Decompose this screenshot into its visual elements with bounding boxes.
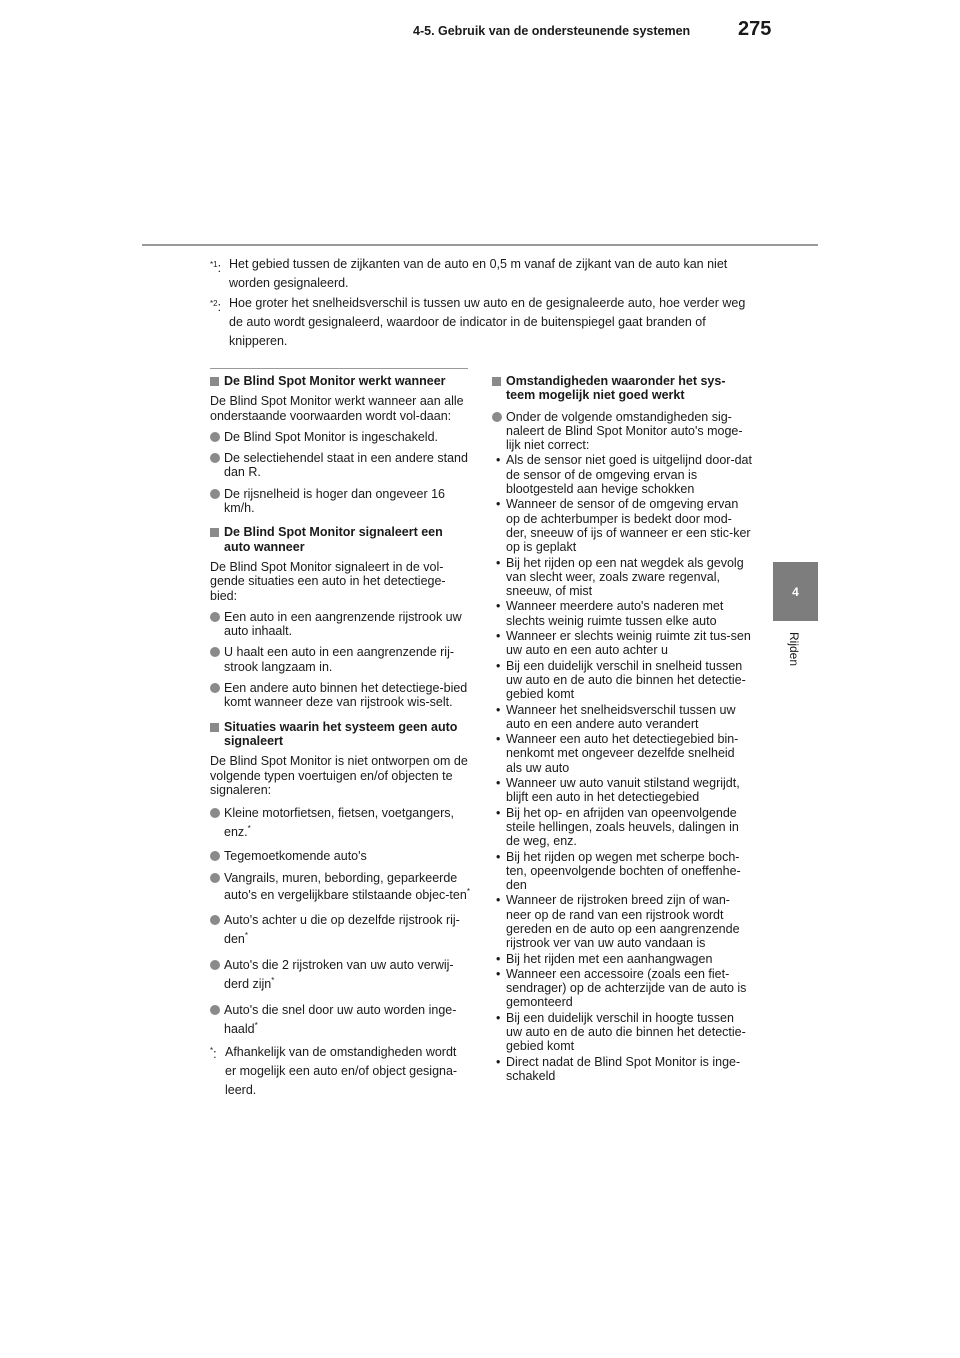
chapter-tab	[773, 562, 818, 621]
square-bullet-icon	[210, 377, 219, 386]
dash-item: • Wanneer de sensor of de omgeving ervan op de achterbumper is bedekt door mod-der, sneeuw of ijs of wanneer er een stic-ker op is geplakt	[496, 497, 751, 555]
dash-item: • Bij het rijden met een aanhangwagen	[496, 951, 713, 966]
section-heading: Situaties waarin het systeem geen auto signaleert	[210, 720, 470, 749]
dash-item: • Wanneer uw auto vanuit stilstand wegrijdt, blijft een auto in het detectiegebied	[496, 776, 740, 805]
dash-item: • Bij een duidelijk verschil in hoogte tussen uw auto en de auto die binnen het detectie-gebied komt	[496, 1010, 746, 1054]
square-bullet-icon	[210, 528, 219, 537]
left-column	[210, 371, 470, 1100]
circle-bullet-icon	[210, 851, 220, 861]
circle-bullet-icon	[210, 915, 220, 925]
list-item: Tegemoetkomende auto's	[210, 849, 470, 863]
dash-item: • Als de sensor niet goed is uitgelijnd door-dat de sensor of de omgeving ervan is blootgesteld aan hevige schokken	[496, 453, 752, 497]
list-item: Vangrails, muren, bebording, geparkeerde auto's en vergelijkbare stilstaande objec-ten*	[210, 870, 470, 904]
square-bullet-icon	[210, 723, 219, 732]
chapter-number: 4	[792, 584, 799, 599]
footnote: *: Afhankelijk van de omstandigheden wordt er mogelijk een auto en/of object gesigna-leerd.	[210, 1045, 458, 1098]
dash-item: • Wanneer meerdere auto's naderen met slechts weinig ruimte tussen elke auto	[496, 599, 724, 628]
intro-text: De Blind Spot Monitor signaleert in de vol-gende situaties een auto in het detectiege-bied:	[210, 559, 446, 603]
page-number: 275	[738, 18, 772, 40]
circle-bullet-icon	[210, 1005, 220, 1015]
footnote-mark: $^{*2}$:	[210, 299, 222, 315]
column-rule	[210, 368, 468, 369]
footnote-2	[210, 294, 750, 351]
circle-bullet-icon	[210, 873, 220, 883]
dash-item: • Direct nadat de Blind Spot Monitor is inge-schakeld	[496, 1054, 741, 1083]
footnote-mark: $^{*1}$:	[210, 260, 222, 276]
footnote-1	[210, 255, 750, 293]
header-rule	[142, 244, 818, 246]
list-item: Auto's achter u die op dezelfde rijstrook rij-den*	[210, 911, 470, 949]
circle-bullet-icon	[210, 489, 220, 499]
footnote-text: Het gebied tussen de zijkanten van de auto en 0,5 m vanaf de zijkant van de auto kan niet worden gesignaleerd.	[229, 257, 728, 290]
right-column	[492, 371, 752, 1083]
list-item: De rijsnelheid is hoger dan ongeveer 16 km/h.	[210, 487, 470, 516]
dash-item: • Wanneer het snelheidsverschil tussen uw auto en een andere auto verandert	[496, 702, 736, 731]
circle-bullet-icon	[210, 432, 220, 442]
list-item: Een auto in een aangrenzende rijstrook uw auto inhaalt.	[210, 610, 470, 639]
dash-item: • Wanneer de rijstroken breed zijn of wan-neer op de rand van een rijstrook wordt gereden en de auto op een aangrenzende rijstrook ver van uw auto vandaan is	[496, 893, 740, 951]
dash-item: • Wanneer een auto het detectiegebied bin-nenkomt met ongeveer dezelfde snelheid als uw auto	[496, 732, 739, 775]
section-heading: De Blind Spot Monitor signaleert een auto wanneer	[210, 525, 470, 554]
dash-item: • Wanneer er slechts weinig ruimte zit tus-sen uw auto en een auto achter u	[496, 629, 751, 658]
circle-bullet-icon	[492, 412, 502, 422]
section-title: 4-5. Gebruik van de ondersteunende systemen	[413, 24, 691, 38]
circle-bullet-icon	[210, 808, 220, 818]
list-item: Auto's die snel door uw auto worden inge-haald*	[210, 1001, 470, 1039]
intro-text: De Blind Spot Monitor is niet ontworpen om de volgende typen voertuigen en/of objecten te signaleren:	[210, 754, 468, 797]
circle-bullet-icon	[210, 647, 220, 657]
chapter-label: Rijden	[787, 632, 801, 667]
list-item: Kleine motorfietsen, fietsen, voetgangers, enz.*	[210, 804, 470, 842]
circle-bullet-icon	[210, 683, 220, 693]
list-item: Een andere auto binnen het detectiege-bied komt wanneer deze van rijstrook wis-selt.	[210, 681, 470, 710]
list-item: U haalt een auto in een aangrenzende rij-strook langzaam in.	[210, 645, 470, 674]
section-heading: Omstandigheden waaronder het sys-teem mogelijk niet goed werkt	[492, 374, 752, 403]
section-heading: De Blind Spot Monitor werkt wanneer	[210, 374, 470, 388]
circle-bullet-icon	[210, 960, 220, 970]
circle-bullet-icon	[210, 453, 220, 463]
list-item: De selectiehendel staat in een andere stand dan R.	[210, 451, 470, 480]
square-bullet-icon	[492, 377, 501, 386]
list-item: Onder de volgende omstandigheden sig-naleert de Blind Spot Monitor auto's moge-lijk niet correct:	[492, 410, 752, 453]
dash-item: • Bij een duidelijk verschil in snelheid tussen uw auto en de auto die binnen het detectie-gebied komt	[496, 658, 746, 702]
dash-item: • Bij het rijden op een nat wegdek als gevolg van slecht weer, zoals zware regenval, sneeuw, of mist	[496, 555, 744, 599]
list-item: Auto's die 2 rijstroken van uw auto verwij-derd zijn*	[210, 956, 470, 994]
dash-item: • Bij het op- en afrijden van opeenvolgende steile hellingen, zoals heuvels, dalingen in de weg, enz.	[496, 805, 739, 849]
dash-item: • Bij het rijden op wegen met scherpe boch-ten, opeenvolgende bochten of oneffenhe-den	[496, 849, 741, 893]
list-item: De Blind Spot Monitor is ingeschakeld.	[210, 430, 470, 444]
dash-item: • Wanneer een accessoire (zoals een fiet-sendrager) op de achterzijde van de auto is gemonteerd	[496, 966, 747, 1010]
intro-text: De Blind Spot Monitor werkt wanneer aan alle onderstaande voorwaarden wordt vol-daan:	[210, 394, 464, 423]
circle-bullet-icon	[210, 612, 220, 622]
footnote-text: Hoe groter het snelheidsverschil is tussen uw auto en de gesignaleerde auto, hoe verder weg de auto wordt gesignaleerd, waardoor de indicator in de buitenspiegel gaat branden of knipperen.	[229, 296, 746, 348]
